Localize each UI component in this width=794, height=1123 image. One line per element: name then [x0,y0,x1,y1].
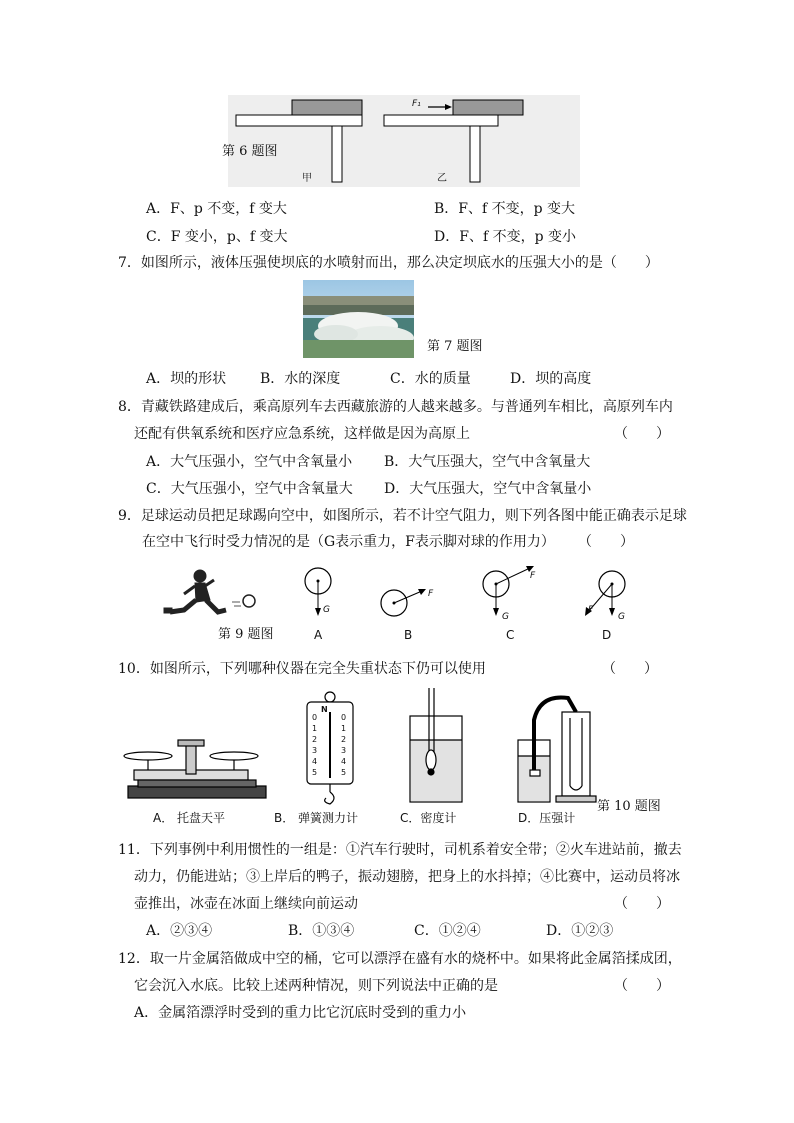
hydrometer-drawing [410,688,462,802]
q10-stem: 10．如图所示，下列哪种仪器在完全失重状态下仍可以使用 [118,661,486,677]
fig9-caption: 第 9 题图 [218,627,274,642]
fig9-label-b: B [404,628,413,642]
q7-option-b: B．水的深度 [260,371,341,387]
instrument-a-label: A． 托盘天平 [153,811,226,825]
q6-option-d: D．F、f 不变，p 变小 [434,229,576,245]
fig9-b-f: F [428,589,434,599]
fig10-caption: 第 10 题图 [597,799,661,814]
q12-blank: （ ） [614,978,670,994]
q11-stem-line3: 壶推出，冰壶在冰面上继续向前运动 [134,896,358,912]
q11-stem-line1: 11．下列事例中利用惯性的一组是：①汽车行驶时，司机系着安全带；②火车进站前，撤去 [118,842,682,858]
q9-blank: （ ） [578,534,634,550]
q10-blank: （ ） [602,661,658,677]
q9-stem-line2: 在空中飞行时受力情况的是（G表示重力，F表示脚对球的作用力） [142,534,555,550]
q7-option-a: A．坝的形状 [146,371,227,387]
fig6-left-label: 甲 [302,173,312,184]
q11-option-c: C．①②④ [414,923,481,939]
q8-option-a: A．大气压强小，空气中含氧量小 [146,454,353,470]
q6-option-a: A．F、p 不变，f 变大 [146,201,287,217]
fig9-d-f: F [588,605,594,615]
q6-option-b: B．F、f 不变，p 变大 [434,201,576,217]
pressure-gauge-drawing [518,697,596,802]
q11-option-b: B．①③④ [288,923,355,939]
spring-scale-ticks-right: 0 1 2 3 4 5 [341,713,347,777]
q12-stem-line1: 12．取一片金属箔做成中空的桶，它可以漂浮在盛有水的烧杯中。如果将此金属箔揉成团， [118,951,682,967]
q8-stem-line1: 8．青藏铁路建成后，乘高原列车去西藏旅游的人越来越多。与普通列车相比，高原列车内 [118,399,673,415]
fig9-label-a: A [314,628,323,642]
fig6-force-label: F₁ [412,99,421,109]
q12-option-a: A．金属箔漂浮时受到的重力比它沉底时受到的重力小 [134,1005,467,1021]
fig7-caption: 第 7 题图 [427,339,483,354]
fig9-label-c: C [506,628,515,642]
fig6-right-label: 乙 [437,173,447,184]
q7-stem: 7．如图所示，液体压强使坝底的水喷射而出，那么决定坝底水的压强大小的是（ ） [118,255,659,271]
fig9-label-d: D [602,628,612,642]
instrument-b-label: B． 弹簧测力计 [274,811,359,825]
q8-stem-line2: 还配有供氧系统和医疗应急系统，这样做是因为高原上 [134,426,470,442]
fig9-c-f: F [530,571,536,581]
q11-option-d: D．①②③ [546,923,614,939]
q6-option-c: C．F 变小，p、f 变大 [146,229,288,245]
fig9-d-g: G [618,612,625,622]
instrument-c-label: C．密度计 [400,811,457,825]
q11-blank: （ ） [614,896,670,912]
q8-blank: （ ） [614,426,670,442]
q7-option-c: C．水的质量 [390,371,471,387]
fig9-c-g: G [502,612,509,622]
q8-option-d: D．大气压强大，空气中含氧量小 [384,481,592,497]
q7-option-d: D．坝的高度 [510,371,592,387]
q8-option-b: B．大气压强大，空气中含氧量大 [384,454,591,470]
fig9-a-g: G [323,605,330,615]
q8-option-c: C．大气压强小，空气中含氧量大 [146,481,353,497]
instrument-d-label: D．压强计 [518,811,576,825]
fig6-caption: 第 6 题图 [222,144,278,159]
q11-option-a: A．②③④ [146,923,213,939]
spring-scale-n: N [321,705,328,714]
balance-drawing [124,740,266,798]
spring-scale-ticks-left: 0 1 2 3 4 5 [312,713,318,777]
q12-stem-line2: 它会沉入水底。比较上述两种情况，则下列说法中正确的是 [134,978,498,994]
q9-stem-line1: 9．足球运动员把足球踢向空中，如图所示，若不计空气阻力，则下列各图中能正确表示足球 [118,508,687,524]
q11-stem-line2: 动力，仍能进站；③上岸后的鸭子，振动翅膀，把身上的水抖掉；④比赛中，运动员将冰 [134,869,680,885]
